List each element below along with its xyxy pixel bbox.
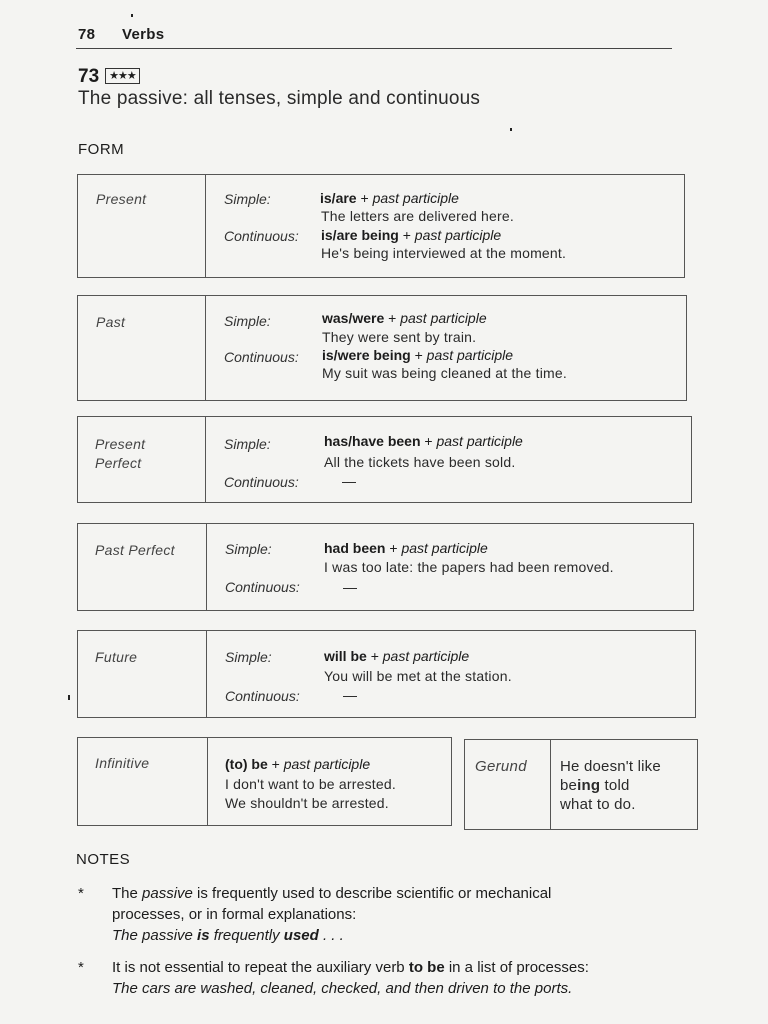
simple-formula	[324, 648, 469, 664]
note-bullet: *	[78, 885, 84, 902]
formula-italic: past participle	[400, 310, 487, 326]
formula-italic: past participle	[283, 756, 371, 772]
unit-number-text: 73	[78, 66, 100, 87]
formula-italic: past participle	[372, 190, 459, 206]
page-number: 78	[78, 26, 96, 43]
formula-bold: is/were being	[322, 347, 411, 363]
note-text	[112, 883, 712, 946]
page-header	[78, 26, 164, 43]
note-text	[112, 957, 712, 999]
simple-label: Simple:	[224, 436, 271, 452]
formula-bold: was/were	[322, 310, 385, 326]
simple-formula	[322, 310, 487, 326]
plus-sign: +	[360, 190, 369, 206]
simple-label: Simple:	[224, 191, 271, 207]
table-divider	[205, 175, 206, 277]
gerund-suffix: ing	[577, 777, 601, 794]
continuous-label: Continuous:	[225, 579, 300, 595]
notes-label: NOTES	[76, 851, 131, 868]
table-divider	[206, 631, 207, 717]
tense-label: Infinitive	[95, 755, 150, 771]
note-text-part: The	[112, 885, 143, 902]
tense-line-1: Present	[95, 436, 146, 452]
formula-italic: past participle	[436, 433, 523, 449]
plus-sign: +	[389, 540, 398, 556]
simple-formula	[324, 540, 488, 556]
note-text-part: It is not essential to repeat the auxiliary verb	[112, 959, 409, 976]
infinitive-example-1: I don't want to be arrested.	[225, 776, 396, 792]
plus-sign: +	[424, 433, 433, 449]
note-line	[112, 883, 712, 904]
formula-bold: (to) be	[225, 756, 268, 772]
gerund-example-1: He doesn't like	[560, 758, 661, 775]
continuous-none: —	[343, 687, 357, 703]
tense-label	[95, 435, 145, 473]
simple-example: The letters are delivered here.	[321, 208, 514, 224]
formula-italic: past participle	[414, 227, 502, 243]
form-label: FORM	[78, 141, 125, 158]
continuous-label: Continuous:	[224, 349, 299, 365]
tense-line-2: Perfect	[95, 455, 142, 471]
infinitive-example-2: We shouldn't be arrested.	[225, 795, 389, 811]
gerund-stem: be	[560, 777, 578, 794]
plus-sign: +	[388, 310, 397, 326]
note-bullet: *	[78, 959, 84, 976]
plus-sign: +	[402, 227, 411, 243]
note-text-part: The passive	[112, 927, 198, 944]
continuous-example: My suit was being cleaned at the time.	[322, 365, 567, 381]
note-italic: passive	[142, 885, 193, 902]
gerund-example-2	[560, 777, 630, 794]
note-text-part: frequently	[209, 927, 284, 944]
note-text-part: is frequently used to describe scientific or mechanical	[192, 885, 552, 902]
plus-sign: +	[370, 648, 379, 664]
simple-label: Simple:	[225, 541, 272, 557]
simple-label: Simple:	[225, 649, 272, 665]
plus-sign: +	[271, 756, 280, 772]
table-future	[77, 630, 696, 718]
table-divider	[205, 417, 206, 502]
continuous-label: Continuous:	[224, 474, 299, 490]
simple-label: Simple:	[224, 313, 271, 329]
simple-example: They were sent by train.	[322, 329, 477, 345]
simple-example: I was too late: the papers had been removed.	[324, 559, 614, 575]
continuous-label: Continuous:	[224, 228, 299, 244]
formula-italic: past participle	[382, 648, 470, 664]
table-past	[77, 295, 687, 401]
table-divider	[206, 524, 207, 610]
header-rule	[76, 48, 672, 49]
unit-title: The passive: all tenses, simple and continuous	[78, 88, 481, 109]
formula-italic: past participle	[426, 347, 514, 363]
table-divider	[207, 738, 208, 825]
difficulty-stars: ★★★	[105, 68, 140, 84]
tense-label: Future	[95, 649, 138, 665]
scan-speck	[131, 14, 133, 17]
simple-example: You will be met at the station.	[324, 668, 512, 684]
note-line: processes, or in formal explanations:	[112, 906, 357, 923]
unit-number	[78, 66, 140, 88]
note-example: The cars are washed, cleaned, checked, and then driven to the ports.	[112, 980, 573, 997]
tense-label: Past	[96, 314, 126, 330]
continuous-none: —	[342, 473, 356, 489]
note-line	[112, 957, 712, 978]
formula-italic: past participle	[401, 540, 488, 556]
simple-example: All the tickets have been sold.	[324, 454, 516, 470]
tense-label: Past Perfect	[95, 542, 175, 558]
continuous-formula	[322, 347, 513, 363]
formula-bold: is/are	[320, 190, 357, 206]
plus-sign: +	[414, 347, 423, 363]
note-bold: used	[283, 927, 319, 944]
table-gerund	[464, 739, 698, 830]
table-present-perfect	[77, 416, 692, 503]
formula-bold: will be	[324, 648, 367, 664]
gerund-example-3: what to do.	[560, 796, 636, 813]
table-divider	[205, 296, 206, 400]
gerund-label: Gerund	[475, 758, 527, 775]
formula-bold: is/are being	[321, 227, 399, 243]
infinitive-formula	[225, 756, 370, 772]
note-example	[112, 925, 712, 946]
tense-label: Present	[96, 191, 147, 207]
note-bold: is	[197, 927, 210, 944]
formula-bold: had been	[324, 540, 386, 556]
simple-formula	[324, 433, 523, 449]
table-divider	[550, 740, 551, 829]
table-present	[77, 174, 685, 278]
simple-formula	[320, 190, 459, 206]
note-text-part: in a list of processes:	[444, 959, 589, 976]
formula-bold: has/have been	[324, 433, 421, 449]
table-infinitive	[77, 737, 452, 826]
continuous-example: He's being interviewed at the moment.	[321, 245, 567, 261]
section-title: Verbs	[122, 26, 165, 43]
scan-speck	[68, 695, 70, 700]
continuous-label: Continuous:	[225, 688, 300, 704]
table-past-perfect	[77, 523, 694, 611]
note-bold: to be	[408, 959, 445, 976]
continuous-none: —	[343, 579, 357, 595]
note-text-part: . . .	[318, 927, 344, 944]
scan-speck	[510, 128, 512, 131]
gerund-rest: told	[600, 777, 630, 794]
continuous-formula	[321, 227, 501, 243]
